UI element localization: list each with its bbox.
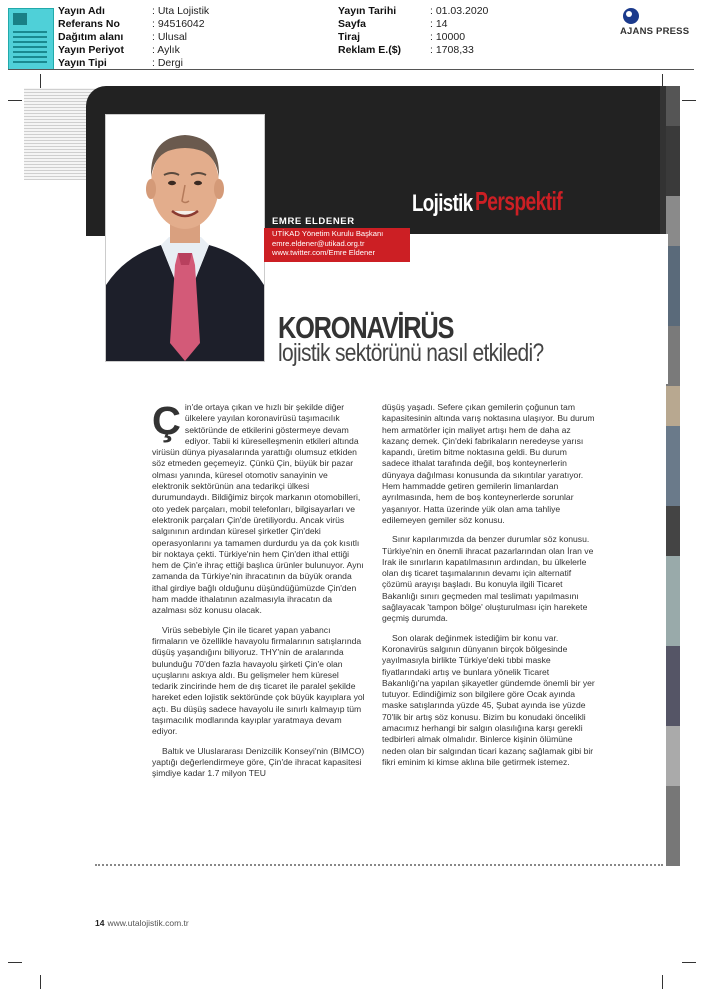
meta-value: : Dergi [152,57,183,69]
clipping-header [0,0,702,70]
logo-text: AJANS PRESS [620,26,690,37]
meta-value: : 14 [430,18,448,30]
meta-label: Referans No [58,18,120,30]
meta-value: : 94516042 [152,18,205,30]
meta-value: : 01.03.2020 [430,5,489,17]
crop-mark [8,100,22,101]
author-twitter[interactable]: www.twitter.com/Emre Eldener [272,248,375,258]
dotted-divider [95,864,663,866]
page-footer [95,918,189,928]
article-paragraph: düşüş yaşadı. Sefere çıkan gemilerin çoğunun tam kapasitesinin altında varış noktasına ulaşıyor. Bu durum hem armatörler için maliyet artışı hem de daha az kazanç demek. Çin'deki fabrikaların neredeyse yarısı kapandı, üretim bitme noktasına geldi. Bu durum sadece ithalat tarafında değil, boş konteynerlerin dünyaya dağılması konusunda da sıkıntılar yaratıyor. Hem hammadde getiren gemilerin limanlardan ayrılmasında, hem de boş konteynerlerde sorunlar yaşanıyor. Hatta üzerinde yük olan ama tahliye edilemeyen gemiler söz konusu. [382,402,595,525]
author-photo [105,114,265,362]
section-word-lojistik: Lojistik [412,190,473,217]
drop-cap: Ç [152,399,181,443]
meta-value: : Aylık [152,44,180,56]
header-divider [8,69,694,70]
page-number: 14 [95,918,105,928]
meta-label: Sayfa [338,18,367,30]
author-name: EMRE ELDENER [272,216,355,227]
article-paragraph: Çin'de ortaya çıkan ve hızlı bir şekilde diğer ülkelere yayılan koronavirüsü taşımacılık sektöründe de etkilerini göstermeye devam ediyor. Tabii ki küreselleşmenin etkileri altında virüsün dünya piyasalarında yarattığı olumsuz etkiden söz etmeden geçemeyiz. Çünkü Çin, büyük bir pazar olması yanında, küresel otomotiv sanayinin ve elektronik sektörünün ana tedarikçi ülkesi durumundaydı. Bildiğimiz birçok markanın otomobilleri, oto yedek parçaları, mobil telefonları, bilgisayarları ve elektronik parçaları Çin'de üretiliyordu. Ancak virüs salgınının ardından küresel şirketler Çin'deki operasyonlarını ya tamamen durdurdu ya da çok kısıtlı bir noktaya çekti. Türkiye'nin hem Çin'den ithal ettiği hem de Çin'e ihraç ettiği başlıca ürünler bulunuyor. Aynı zamanda da Türkiye'nin ihracatının da büyük oranda ithal girdiye bağlı olduğunu düşündüğümüzde Çin'den ham madde ithalatının azalmasıyla ihracatın da azalması söz konusu olacak. [152,399,364,616]
meta-label: Tiraj [338,31,360,43]
article-column-1 [152,399,366,788]
clipping-meta-right [338,5,488,57]
article-paragraph: Virüs sebebiyle Çin ile ticaret yapan yabancı firmaların ve özellikle havayolu firmalarının satışlarında düşüş yaşandığını biliyoruz. THY'nin de aralarında bulunduğu 70'den fazla havayolu şirketi Çin'e olan uçuşlarını askıya aldı. Bu gelişmeler hem küresel tedarik zincirinde hem de dış ticaret ile paralel şekilde hareket eden lojistik sektöründe çok büyük kayıplara yol açtı. Bu düşüş sadece havayolu ile sınırlı kalmayıp tüm taşımacılık modlarında kayıplar yaratmaya devam ediyor. [152,624,365,737]
ajans-press-logo [618,6,696,38]
author-info-box [264,228,410,262]
meta-label: Yayın Tipi [58,57,107,69]
author-email[interactable]: emre.eldener@utikad.org.tr [272,238,365,248]
meta-value: : 1708,33 [430,44,474,56]
article-paragraph: Baltık ve Uluslararası Denizcilik Konseyi'nin (BIMCO) yaptığı değerlendirmeye göre, Çin'de ihracat kapasitesi şimdiye kadar 1.7 milyon TEU [152,745,365,779]
page-thumbnail [8,8,54,70]
author-role: UTİKAD Yönetim Kurulu Başkanı [272,229,384,238]
crop-mark [40,975,41,989]
crop-mark [8,962,22,963]
article-title: KORONAVİRÜS [278,310,454,345]
meta-value: : Ulusal [152,31,188,43]
clipping-meta-left [58,5,209,70]
side-photo-strip [666,86,680,866]
crop-mark [682,100,696,101]
meta-label: Yayın Adı [58,5,105,17]
crop-mark [662,975,663,989]
section-title [412,186,563,218]
article-paragraph: Sınır kapılarımızda da benzer durumlar söz konusu. Türkiye'nin en önemli ihracat pazarlarından olan İran ve Irak ile sınırların kapatılmasının ardından, bu ülkelerle olan dış ticaret taşımalarının devamı için alternatif çözümü arayışı başladı. Bu konuyla ilgili Ticaret Bakanlığı sınırı geçmeden mal teslimatı yapılmasını sağlayacak 'tampon bölge' oluşturulması için harekete geçmiş durumda. [382,534,594,624]
article-subtitle: lojistik sektörünü nasıl etkiledi? [278,339,544,367]
meta-label: Yayın Tarihi [338,5,397,17]
article-paragraph: Son olarak değinmek istediğim bir konu var. Koronavirüs salgının dünyanın birçok bölgesinde yayılmasıyla birlikte Türkiye'deki tıbbi maske fiyatlarındaki artış ve bunlara yönelik Ticaret Bakanlığı'na yapılan şikayetler gündemde önemli bir yer tutuyor. Edindiğimiz son bilgilere göre Ocak ayında maske satışlarında yüzde 45, Şubat ayında ise yüzde 70'lik bir artış söz konusu. Bizim bu konudaki öncelikli amacımız herhangi bir salgın olasılığına karşı gerekli tedbirleri almak olmalıdır. Binlerce kişinin ölümüne neden olan bir salgından ticari kazanç sağlamak gibi bir fikri eminim ki kimse aklına bile getirmek istemez. [382,632,595,767]
globe-icon [623,8,639,24]
meta-label: Yayın Periyot [58,44,124,56]
crop-mark [40,74,41,88]
footer-url[interactable]: www.utalojistik.com.tr [107,918,189,928]
meta-label: Reklam E.($) [338,44,402,56]
article-column-2 [382,402,596,776]
crop-mark [682,962,696,963]
section-word-perspektif: Perspektif [475,186,563,216]
meta-label: Dağıtım alanı [58,31,124,43]
meta-value: : Uta Lojistik [152,5,210,17]
meta-value: : 10000 [430,31,466,43]
